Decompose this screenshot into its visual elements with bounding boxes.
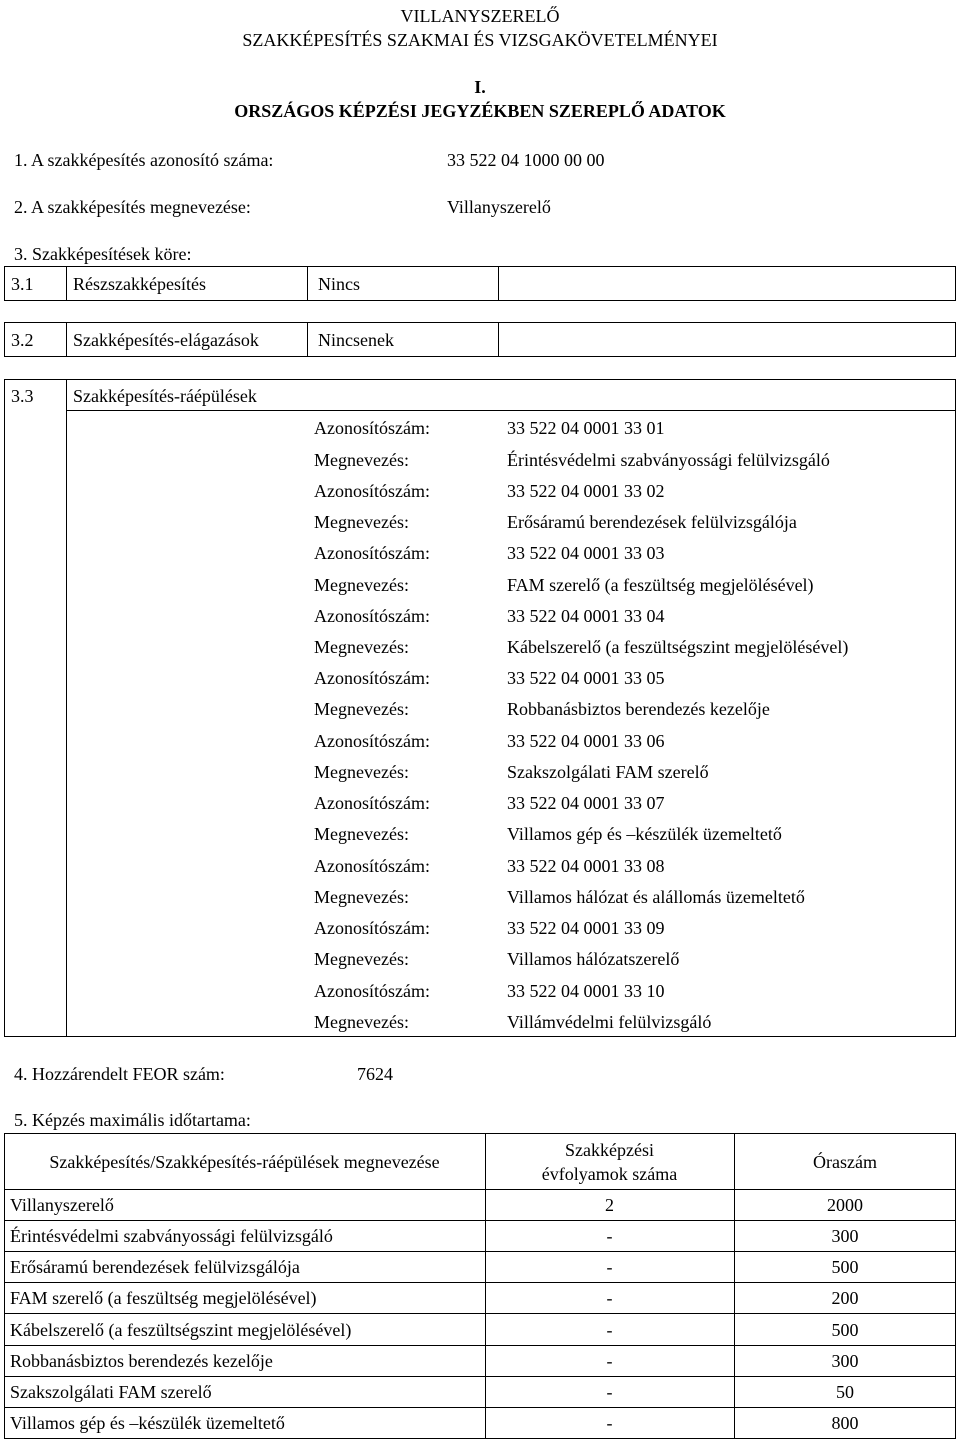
- name-label: Megnevezés:: [314, 575, 409, 595]
- id-label: Azonosítószám:: [314, 418, 430, 438]
- col-header-years-line1: Szakképzési: [565, 1140, 654, 1160]
- item-3-label: 3. Szakképesítések köre:: [14, 244, 192, 264]
- cell-name: Szakszolgálati FAM szerelő: [10, 1382, 212, 1402]
- item-3-1-number: 3.1: [11, 274, 34, 294]
- cell-name: Érintésvédelmi szabványossági felülvizsgáló: [10, 1226, 333, 1246]
- id-value: 33 522 04 0001 33 01: [507, 418, 665, 438]
- name-value: Kábelszerelő (a feszültségszint megjelölésével): [507, 637, 849, 657]
- id-value: 33 522 04 0001 33 08: [507, 856, 665, 876]
- id-label: Azonosítószám:: [314, 606, 430, 626]
- name-label: Megnevezés:: [314, 949, 409, 969]
- id-label: Azonosítószám:: [314, 918, 430, 938]
- item-3-2-label: Szakképesítés-elágazások: [73, 330, 259, 350]
- cell-years: 2: [605, 1195, 614, 1215]
- cell-hours: 500: [831, 1257, 859, 1277]
- cell-name: Villamos gép és –készülék üzemeltető: [10, 1413, 285, 1433]
- name-label: Megnevezés:: [314, 1012, 409, 1032]
- doc-title-line1: VILLANYSZERELŐ: [400, 6, 560, 26]
- cell-hours: 2000: [827, 1195, 863, 1215]
- id-label: Azonosítószám:: [314, 856, 430, 876]
- item-4-label: 4. Hozzárendelt FEOR szám:: [14, 1064, 225, 1084]
- name-label: Megnevezés:: [314, 637, 409, 657]
- item-3-1-value: Nincs: [318, 274, 360, 294]
- cell-hours: 800: [831, 1413, 859, 1433]
- cell-name: Robbanásbiztos berendezés kezelője: [10, 1351, 273, 1371]
- name-label: Megnevezés:: [314, 450, 409, 470]
- cell-years: -: [606, 1226, 613, 1246]
- section-title: ORSZÁGOS KÉPZÉSI JEGYZÉKBEN SZEREPLŐ ADATOK: [234, 101, 726, 121]
- item-3-2-value: Nincsenek: [318, 330, 394, 350]
- id-label: Azonosítószám:: [314, 543, 430, 563]
- cell-hours: 500: [831, 1320, 859, 1340]
- col-header-name: Szakképesítés/Szakképesítés-ráépülések megnevezése: [49, 1152, 440, 1172]
- name-value: Villamos gép és –készülék üzemeltető: [507, 824, 782, 844]
- cell-years: -: [606, 1257, 613, 1277]
- doc-title-line2: SZAKKÉPESÍTÉS SZAKMAI ÉS VIZSGAKÖVETELMÉNYEI: [242, 30, 718, 50]
- id-value: 33 522 04 0001 33 03: [507, 543, 665, 563]
- id-value: 33 522 04 0001 33 05: [507, 668, 665, 688]
- item-3-3-table: [4, 379, 956, 1037]
- name-label: Megnevezés:: [314, 887, 409, 907]
- id-value: 33 522 04 0001 33 10: [507, 981, 665, 1001]
- cell-years: -: [606, 1382, 613, 1402]
- id-value: 33 522 04 0001 33 07: [507, 793, 665, 813]
- cell-name: Villanyszerelő: [10, 1195, 114, 1215]
- name-label: Megnevezés:: [314, 824, 409, 844]
- name-label: Megnevezés:: [314, 512, 409, 532]
- cell-name: Kábelszerelő (a feszültségszint megjelölésével): [10, 1320, 352, 1340]
- id-value: 33 522 04 0001 33 04: [507, 606, 665, 626]
- item-4-value: 7624: [357, 1064, 393, 1084]
- cell-name: FAM szerelő (a feszültség megjelölésével): [10, 1288, 317, 1308]
- item-3-3-number: 3.3: [11, 386, 34, 406]
- name-value: Erősáramú berendezések felülvizsgálója: [507, 512, 797, 532]
- id-label: Azonosítószám:: [314, 668, 430, 688]
- item-3-3-label: Szakképesítés-ráépülések: [73, 386, 257, 406]
- id-label: Azonosítószám:: [314, 793, 430, 813]
- cell-years: -: [606, 1413, 613, 1433]
- id-value: 33 522 04 0001 33 02: [507, 481, 665, 501]
- cell-name: Erősáramú berendezések felülvizsgálója: [10, 1257, 300, 1277]
- name-value: Villámvédelmi felülvizsgáló: [507, 1012, 712, 1032]
- cell-hours: 50: [836, 1382, 854, 1402]
- name-value: Szakszolgálati FAM szerelő: [507, 762, 709, 782]
- id-label: Azonosítószám:: [314, 481, 430, 501]
- name-label: Megnevezés:: [314, 762, 409, 782]
- id-label: Azonosítószám:: [314, 731, 430, 751]
- item-1-value: 33 522 04 1000 00 00: [447, 150, 605, 170]
- id-value: 33 522 04 0001 33 06: [507, 731, 665, 751]
- cell-hours: 300: [831, 1226, 859, 1246]
- item-5-label: 5. Képzés maximális időtartama:: [14, 1110, 251, 1130]
- cell-years: -: [606, 1288, 613, 1308]
- cell-hours: 300: [831, 1351, 859, 1371]
- name-value: Robbanásbiztos berendezés kezelője: [507, 699, 770, 719]
- col-header-years-line2: évfolyamok száma: [541, 1164, 678, 1184]
- name-value: Villamos hálózat és alállomás üzemeltető: [507, 887, 805, 907]
- id-label: Azonosítószám:: [314, 981, 430, 1001]
- item-2-label: 2. A szakképesítés megnevezése:: [14, 197, 251, 217]
- name-value: Érintésvédelmi szabványossági felülvizsgáló: [507, 450, 830, 470]
- item-2-value: Villanyszerelő: [447, 197, 551, 217]
- item-3-2-number: 3.2: [11, 330, 34, 350]
- id-value: 33 522 04 0001 33 09: [507, 918, 665, 938]
- cell-years: -: [606, 1351, 613, 1371]
- section-roman-numeral: I.: [474, 77, 486, 97]
- cell-hours: 200: [831, 1288, 859, 1308]
- cell-years: -: [606, 1320, 613, 1340]
- col-header-hours: Óraszám: [813, 1152, 877, 1172]
- item-3-1-label: Részszakképesítés: [73, 274, 206, 294]
- name-label: Megnevezés:: [314, 699, 409, 719]
- item-1-label: 1. A szakképesítés azonosító száma:: [14, 150, 274, 170]
- name-value: Villamos hálózatszerelő: [507, 949, 680, 969]
- name-value: FAM szerelő (a feszültség megjelölésével): [507, 575, 814, 595]
